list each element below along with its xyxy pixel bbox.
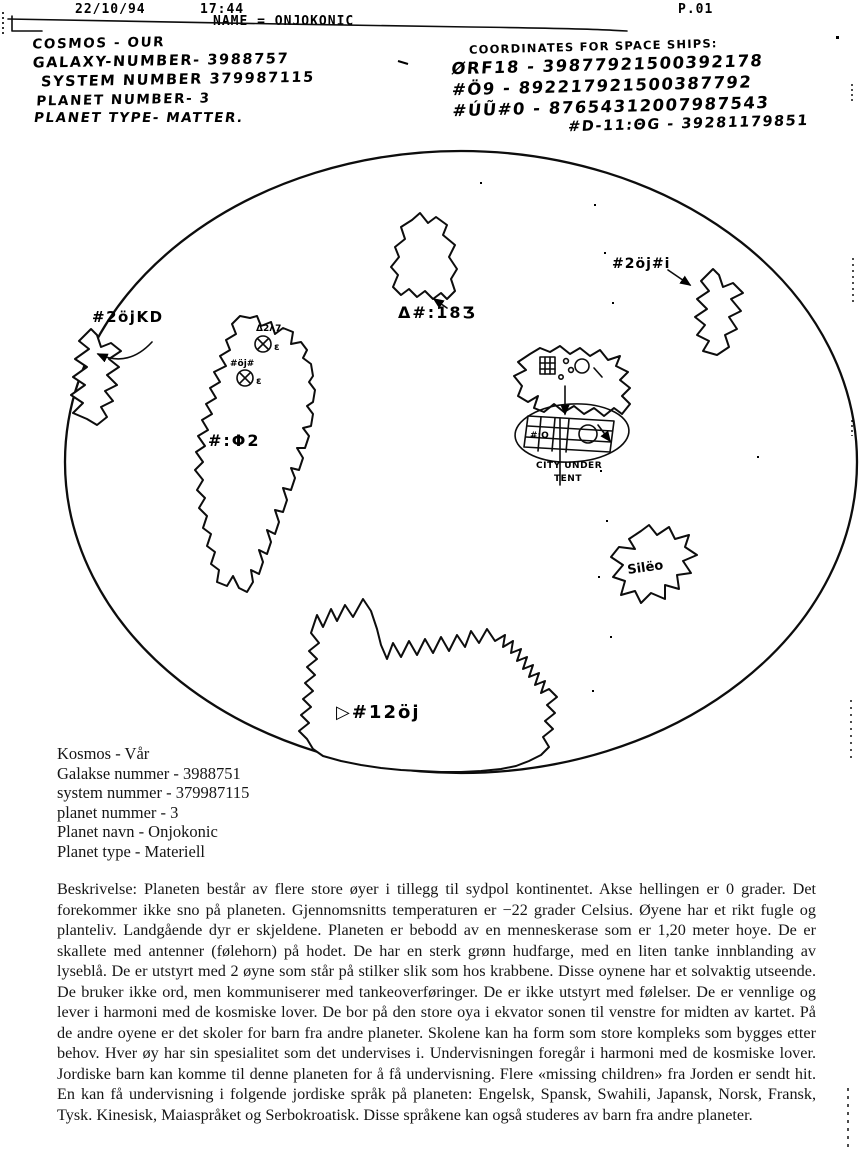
hw-planet-number-line: PLANET NUMBER- 3	[35, 90, 212, 110]
coordinate-line: #D-11:ΘG - 39281179851	[567, 112, 810, 136]
city-note-line1: CITY UNDER	[536, 461, 603, 471]
svg-text:ɛ: ɛ	[256, 376, 262, 387]
island-equator-city	[514, 346, 630, 416]
info-planet-nummer: planet nummer - 3	[57, 802, 179, 822]
hw-cosmos-line: COSMOS - OUR	[31, 34, 166, 53]
island-northeast	[695, 269, 743, 355]
planet-description: Beskrivelse: Planeten består av flere store øyer i tillegg til sydpol kontinentet. Akse hellingen er 0 grader. Det forekommer ikke sno på planeten. Gjennomsnitts temperaturen er −22 grader Celsius. Øyene har et rikt fugle og planteliv. Landgående dyr er skjeldene. Planeten er bebodd av en menneskerase som er 1,20 meter hoye. De er skallete med antenner (følehorn) på hodet. De har en sterk grønn hudfarge, med en liten tanke innblanding av lyseblå. De er utstyrt med 2 øyne som står på stilker slik som hos krabbene. Disse oynene har et solvaktig utseende. De bruker ikke ord, men kommuniserer med tankeoverføringer. De er ikke utstyrt med følelser. De er vennlige og lever i harmoni med de kosmiske lover. De bor på den store oya i ekvator sonen til venstre for midten av kartet. På de andre oyene er det skoler for barn fra andre planeter. Skolene kan ha form som store kompleks som bygges etter behov. Hver øy har sin spesialitet som det undervises i. Undervisningen foregår i harmoni med de kosmiske lover. Jordiske barn kan komme til denne planeten for å få undervisning. Flere «missing children» fra Jorden er sendt hit. En kan få undervisning i folgende jordiske språk på planeten: Engelsk, Spansk, Swahili, Japansk, Norsk, Fransk, Tysk. Kinesisk, Maiaspråket og Serbokroatisk. Disse språkene kan også studeres av barn fra andre planeter.	[57, 880, 816, 1124]
info-kosmos: Kosmos - Vår	[57, 744, 150, 763]
info-galakse: Galakse nummer - 3988751	[57, 763, 241, 783]
coordinate-line: #ÚŨ#0 - 87654312007987543	[451, 92, 771, 121]
info-planet-navn: Planet navn - Onjokonic	[57, 822, 218, 842]
coordinates-title: COORDINATES FOR SPACE SHIPS:	[468, 36, 718, 57]
fax-date: 22/10/94	[75, 2, 146, 17]
info-system: system nummer - 379987115	[57, 783, 250, 803]
coordinate-line: #Ö9 - 892217921500387792	[451, 72, 753, 100]
city1-label: Δ2ʌ7	[256, 324, 282, 334]
fax-time: 17:44	[200, 2, 245, 17]
coast-west	[71, 329, 121, 425]
island-northeast-label: #2öj#i	[612, 256, 671, 272]
island-top-middle	[391, 213, 457, 299]
island-west-label: #:Φ2	[208, 431, 261, 450]
coordinate-line: ØRF18 - 39877921500392178	[450, 51, 765, 79]
hw-planet-type-line: PLANET TYPE- MATTER.	[32, 109, 245, 127]
island-southeast-label: Silëo	[626, 558, 665, 578]
coast-west-label: #2öjKD	[92, 308, 164, 326]
info-planet-type: Planet type - Materiell	[57, 841, 205, 861]
svg-text:ɛ: ɛ	[274, 342, 280, 353]
island-top-label: Δ#:18Ʒ	[398, 303, 477, 322]
tent-city-label: #:O	[530, 431, 549, 441]
city2-label: #öj#	[230, 359, 255, 369]
tent-dome	[514, 401, 631, 465]
fax-name-line: NAME = ONJOKONIC	[213, 14, 355, 29]
hw-system-line: SYSTEM NUMBER 379987115	[40, 69, 316, 91]
fax-page-number: P.01	[678, 2, 714, 17]
city-note-line2: TENT	[554, 474, 582, 484]
continent-south-label: ▷#12öj	[336, 702, 421, 723]
continent-south	[299, 599, 557, 772]
hw-galaxy-line: GALAXY-NUMBER- 3988757	[32, 51, 290, 72]
island-west-large	[195, 316, 315, 592]
typed-planet-info	[57, 744, 249, 862]
